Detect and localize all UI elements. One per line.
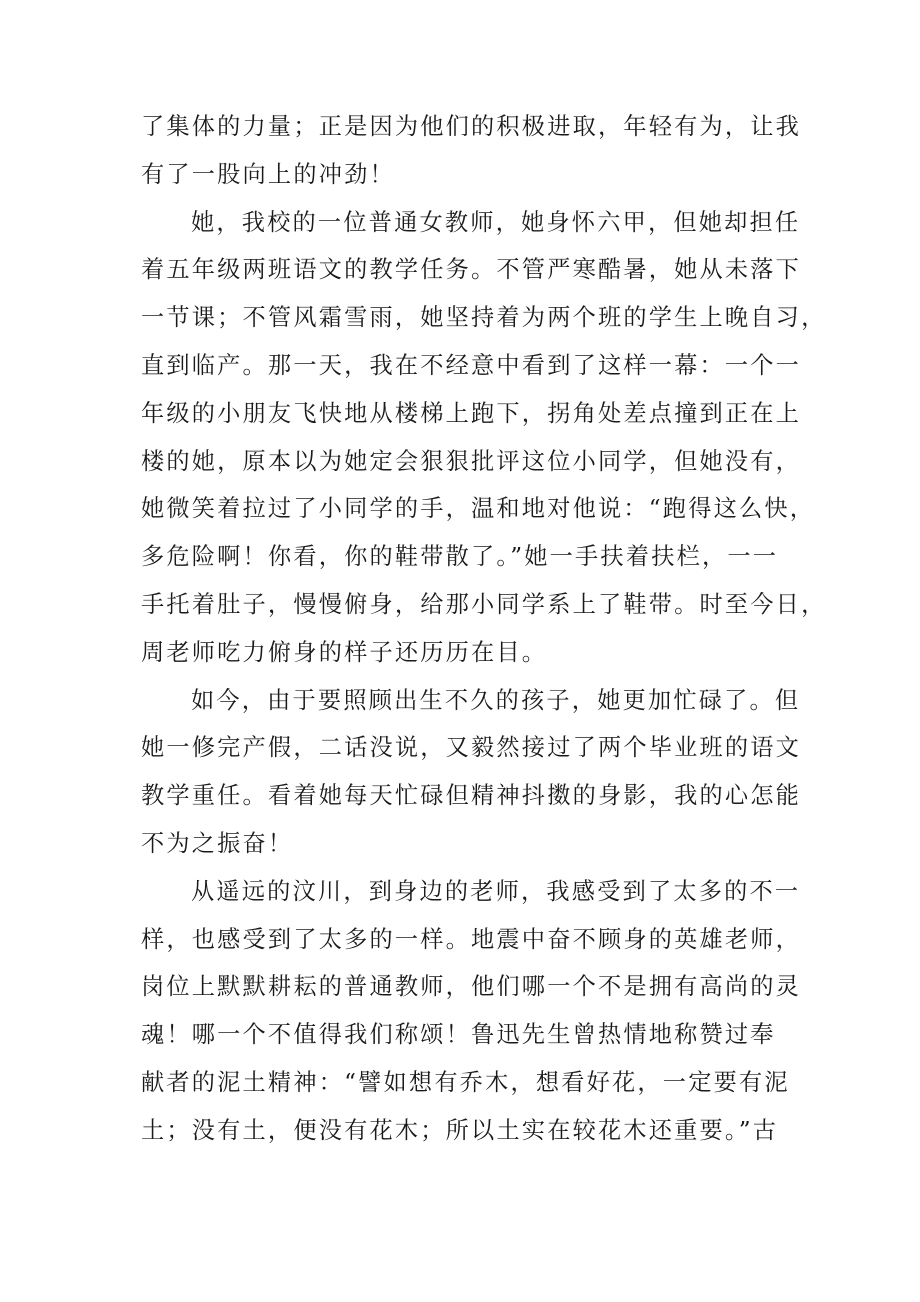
text-line: 样，也感受到了太多的一样。地震中奋不顾身的英雄老师， [141, 925, 802, 953]
text-line: 有了一股向上的冲劲！ [141, 160, 395, 188]
body-text [141, 103, 827, 1155]
text-line: 手托着肚子，慢慢俯身，给那小同学系上了鞋带。时至今日， [141, 590, 827, 618]
text-line: 岗位上默默耕耘的普通教师，他们哪一个不是拥有高尚的灵 [141, 973, 802, 1001]
paragraph-start-line: 她，我校的一位普通女教师，她身怀六甲，但她却担任 [191, 208, 801, 236]
text-line: 楼的她，原本以为她定会狠狠批评这位小同学，但她没有， [141, 447, 802, 475]
text-line: 着五年级两班语文的教学任务。不管严寒酷暑，她从未落下 [141, 256, 802, 284]
text-line: 她一修完产假，二话没说，又毅然接过了两个毕业班的语文 [141, 734, 802, 762]
text-line: 年级的小朋友飞快地从楼梯上跑下，拐角处差点撞到正在上 [141, 399, 802, 427]
paragraph-start-line: 从遥远的汶川，到身边的老师，我感受到了太多的不一 [191, 877, 801, 905]
paragraph-start-line: 如今，由于要照顾出生不久的孩子，她更加忙碌了。但 [191, 686, 801, 714]
text-line: 了集体的力量；正是因为他们的积极进取，年轻有为，让我 [141, 113, 802, 140]
text-line: 周老师吃力俯身的样子还历历在目。 [141, 638, 548, 666]
text-line: 教学重任。看着她每天忙碌但精神抖擞的身影，我的心怎能 [141, 782, 802, 810]
text-line: 土；没有土，便没有花木；所以土实在较花木还重要。”古 [141, 1116, 779, 1144]
text-line: 献者的泥土精神：“譬如想有乔木，想看好花，一定要有泥 [141, 1068, 790, 1096]
text-line: 多危险啊！你看，你的鞋带散了。”她一手扶着扶栏，一一 [141, 543, 779, 571]
text-line: 不为之振奋！ [141, 829, 294, 857]
text-line: 直到临产。那一天，我在不经意中看到了这样一幕：一个一 [141, 351, 802, 379]
text-line: 她微笑着拉过了小同学的手，温和地对他说：“跑得这么快， [141, 495, 816, 523]
text-line: 魂！哪一个不值得我们称颂！鲁迅先生曾热情地称赞过奉 [141, 1021, 776, 1049]
text-line: 一节课；不管风霜雪雨，她坚持着为两个班的学生上晚自习， [141, 304, 827, 332]
